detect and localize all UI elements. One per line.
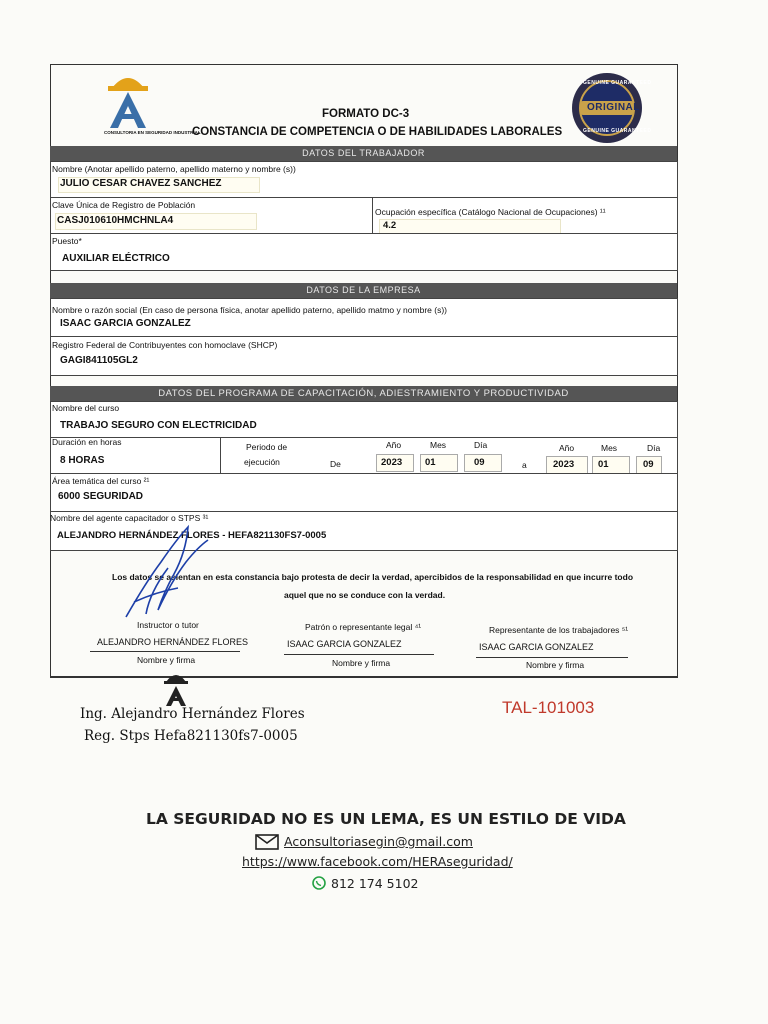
to-day-label: Día bbox=[647, 443, 661, 453]
format-label: FORMATO DC-3 bbox=[322, 108, 410, 120]
hard-hat-logo-icon bbox=[100, 66, 156, 140]
seal-top-text: GENUINE GUARANTEED bbox=[583, 80, 652, 86]
logo-caption: CONSULTORIA EN SEGURIDAD INDUSTRIAL bbox=[104, 130, 201, 135]
from-month-value: 01 bbox=[425, 457, 436, 468]
statement-line-1: Los datos se asientan en esta constancia bajo protesta de decir la verdad, apercibidos de la responsabilidad en que incurre todo bbox=[112, 572, 634, 582]
duration-label: Duración en horas bbox=[52, 437, 122, 447]
to-year-value: 2023 bbox=[553, 459, 575, 470]
rfc-value: GAGI841105GL2 bbox=[60, 355, 138, 366]
agent-value: ALEJANDRO HERNÁNDEZ FLORES - HEFA821130FS7-0005 bbox=[57, 530, 327, 541]
instructor-sign-line bbox=[90, 651, 240, 652]
to-month-label: Mes bbox=[601, 443, 618, 453]
period-label-2: ejecución bbox=[244, 457, 280, 467]
from-year-value: 2023 bbox=[381, 457, 403, 468]
worker-name-value: JULIO CESAR CHAVEZ SANCHEZ bbox=[60, 178, 222, 189]
position-label: Puesto* bbox=[52, 236, 82, 246]
occupation-field-bg bbox=[379, 219, 561, 234]
statement-line-2: aquel que no se conduce con la verdad. bbox=[284, 590, 446, 600]
worker-name-label: Nombre (Anotar apellido paterno, apellido materno y nombre (s)) bbox=[52, 164, 296, 174]
stamp-registration: Reg. Stps Hefa821130fs7-0005 bbox=[84, 728, 298, 744]
curp-label: Clave Única de Registro de Población bbox=[52, 200, 196, 210]
envelope-icon bbox=[255, 832, 279, 850]
stamp-name: Ing. Alejandro Hernández Flores bbox=[80, 706, 305, 722]
to-month-value: 01 bbox=[598, 459, 609, 470]
agent-label: Nombre del agente capacitador o STPS ³¹ bbox=[50, 513, 209, 523]
program-section-bar: DATOS DEL PROGRAMA DE CAPACITACIÓN, ADIESTRAMIENTO Y PRODUCTIVIDAD bbox=[50, 386, 677, 401]
rep-caption: Nombre y firma bbox=[526, 660, 585, 670]
document-code: TAL-101003 bbox=[502, 698, 595, 717]
area-value: 6000 SEGURIDAD bbox=[58, 491, 144, 502]
curp-value: CASJ010610HMCHNLA4 bbox=[57, 215, 174, 226]
duration-value: 8 HORAS bbox=[60, 455, 105, 466]
phone-number[interactable]: 812 174 5102 bbox=[331, 876, 419, 891]
position-value: AUXILIAR ELÉCTRICO bbox=[62, 253, 170, 264]
to-day-value: 09 bbox=[643, 459, 654, 470]
occupation-label: Ocupación específica (Catálogo Nacional de Ocupaciones) ¹¹ bbox=[375, 207, 606, 217]
hard-hat-stamp-icon bbox=[162, 670, 190, 708]
to-prefix: a bbox=[522, 460, 527, 470]
from-day-label: Día bbox=[474, 440, 488, 450]
seal-center-text: ORIGINAL bbox=[587, 102, 640, 113]
seal-bottom-text: GENUINE GUARANTEED bbox=[583, 128, 652, 134]
whatsapp-icon bbox=[312, 876, 326, 890]
rep-name: ISAAC GARCIA GONZALEZ bbox=[479, 642, 594, 652]
from-day-value: 09 bbox=[474, 457, 485, 468]
rep-sign-line bbox=[476, 657, 628, 658]
occupation-value: 4.2 bbox=[383, 220, 397, 231]
patron-sign-line bbox=[284, 654, 434, 655]
instructor-caption: Nombre y firma bbox=[137, 655, 196, 665]
to-year-label: Año bbox=[559, 443, 575, 453]
company-name-value: ISAAC GARCIA GONZALEZ bbox=[60, 318, 191, 329]
facebook-link[interactable]: https://www.facebook.com/HERAseguridad/ bbox=[242, 854, 513, 869]
email-link[interactable]: Aconsultoriasegin@gmail.com bbox=[284, 834, 473, 849]
area-label: Área temática del curso ²¹ bbox=[52, 476, 150, 486]
instructor-label: Instructor o tutor bbox=[137, 620, 199, 630]
from-prefix: De bbox=[330, 459, 341, 469]
patron-caption: Nombre y firma bbox=[332, 658, 391, 668]
motto: LA SEGURIDAD NO ES UN LEMA, ES UN ESTILO DE VIDA bbox=[146, 810, 626, 828]
course-label: Nombre del curso bbox=[52, 403, 120, 413]
worker-section-bar: DATOS DEL TRABAJADOR bbox=[50, 146, 677, 161]
signature-scribble bbox=[116, 522, 216, 622]
form-title: CONSTANCIA DE COMPETENCIA O DE HABILIDADES LABORALES bbox=[192, 126, 563, 138]
from-month-label: Mes bbox=[430, 440, 447, 450]
position-box bbox=[50, 233, 678, 271]
company-section-bar: DATOS DE LA EMPRESA bbox=[50, 283, 677, 298]
rfc-label: Registro Federal de Contribuyentes con homoclave (SHCP) bbox=[52, 340, 278, 350]
patron-label: Patrón o representante legal ⁴¹ bbox=[305, 622, 422, 632]
patron-name: ISAAC GARCIA GONZALEZ bbox=[287, 639, 402, 649]
period-label-1: Periodo de bbox=[246, 442, 288, 452]
rep-label: Representante de los trabajadores ⁵¹ bbox=[489, 625, 629, 635]
from-year-label: Año bbox=[386, 440, 402, 450]
instructor-name: ALEJANDRO HERNÁNDEZ FLORES bbox=[97, 637, 249, 647]
company-name-label: Nombre o razón social (En caso de persona física, anotar apellido paterno, apellido matmo y nombre (s)) bbox=[52, 305, 447, 315]
course-value: TRABAJO SEGURO CON ELECTRICIDAD bbox=[60, 420, 257, 431]
